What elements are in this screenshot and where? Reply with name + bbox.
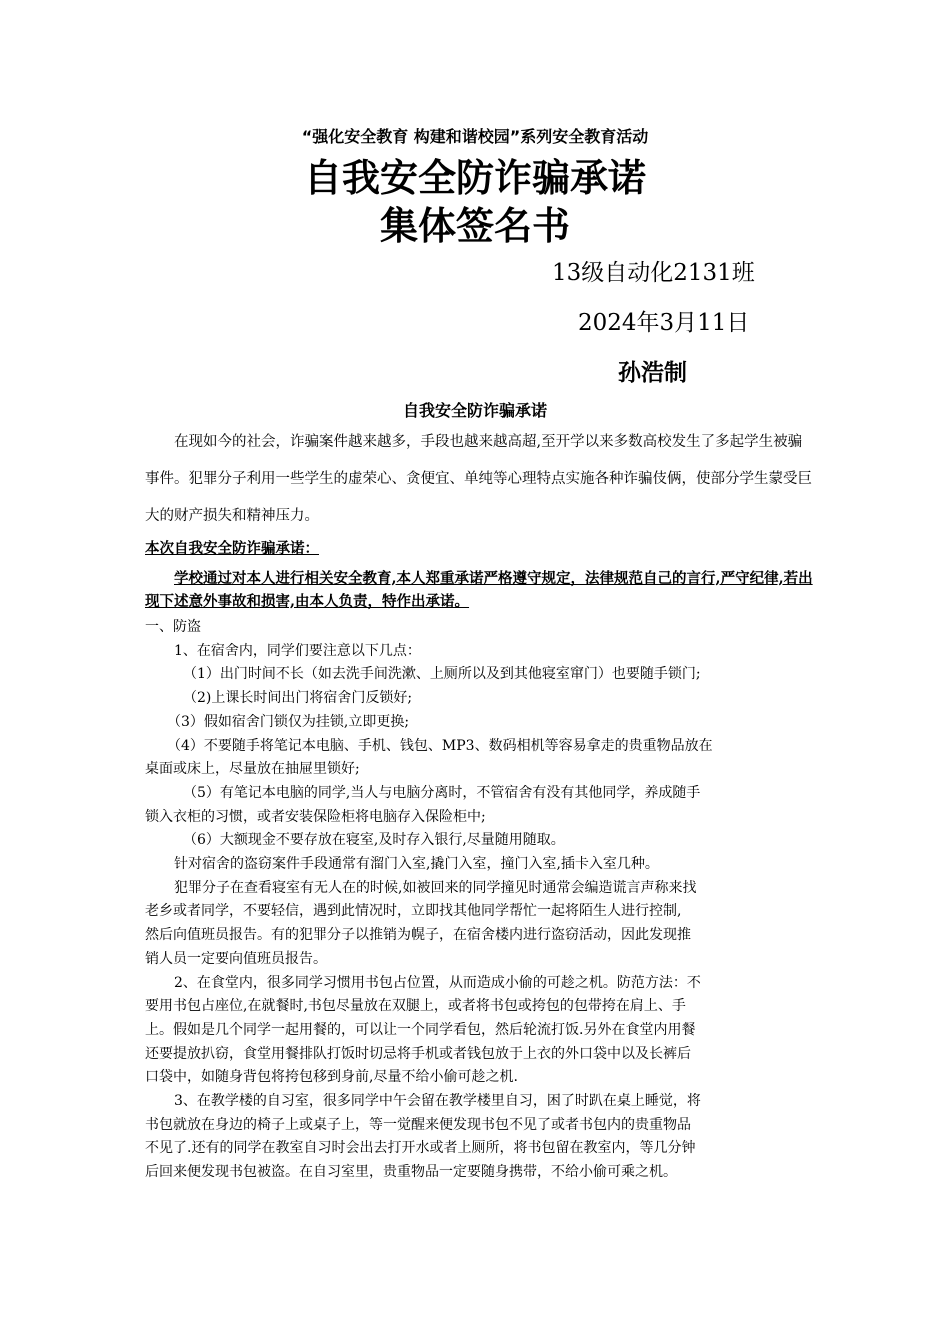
body-line: （5）有笔记本电脑的同学,当人与电脑分离时，不管宿舍有没有其他同学，养成随手 (183, 784, 701, 801)
main-title: 自我安全防诈骗承诺 (303, 156, 646, 200)
body-line: 书包就放在身边的椅子上或桌子上，等一觉醒来便发现书包不见了或者书包内的贵重物品 (145, 1116, 691, 1133)
document-date: 2024年3月11日 (578, 310, 750, 336)
body-line: 1、在宿舍内，同学们要注意以下几点： (174, 642, 421, 659)
body-line: 一、防盗 (145, 619, 201, 635)
body-text (145, 616, 817, 1185)
body-line: 要用书包占座位,在就餐时,书包尽量放在双腿上，或者将书包或挎包的包带挎在肩上、手 (145, 998, 686, 1015)
body-line: 桌面或床上，尽量放在抽屉里锁好; (145, 761, 360, 778)
pledge-text: 学校通过对本人进行相关安全教育,本人郑重承诺严格遵守规定，法律规范自己的言行,严守纪律,若出现下述意外事故和损害,由本人负责，特作出承诺。 (145, 570, 813, 610)
body-line: （4）不要随手将笔记本电脑、手机、钱包、MP3、数码相机等容易拿走的贵重物品放在 (167, 737, 713, 754)
body-line: （3）假如宿舍门锁仅为挂锁,立即更换; (167, 713, 410, 730)
body-line: 针对宿舍的盗窃案件手段通常有溜门入室,撬门入室，撞门入室,插卡入室几种。 (174, 856, 659, 873)
section-title: 自我安全防诈骗承诺 (402, 401, 547, 420)
body-line: 2、在食堂内，很多同学习惯用书包占位置，从而造成小偷的可趁之机。防范方法：不 (174, 974, 701, 991)
body-line: 后回来便发现书包被盗。在自习室里，贵重物品一定要随身携带，不给小偷可乘之机。 (145, 1164, 677, 1181)
campaign-title: “强化安全教育 构建和谐校园”系列安全教育活动 (301, 127, 649, 146)
class-name: 13级自动化2131班 (552, 260, 755, 286)
body-line: 3、在教学楼的自习室，很多同学中午会留在教学楼里自习，困了时趴在桌上睡觉，将 (174, 1093, 701, 1110)
body-line: 不见了.还有的同学在教室自习时会出去打开水或者上厕所，将书包留在教室内，等几分钟 (145, 1140, 696, 1157)
body-line: （1）出门时间不长（如去洗手间洗漱、上厕所以及到其他寝室窜门）也要随手锁门; (183, 666, 701, 683)
body-line: 口袋中，如随身背包将挎包移到身前,尽量不给小偷可趁之机. (145, 1069, 518, 1086)
body-line: （6）大额现金不要存放在寝室,及时存入银行,尽量随用随取。 (183, 832, 565, 849)
body-line: 上。假如是几个同学一起用餐的，可以让一个同学看包，然后轮流打饭.另外在食堂内用餐 (145, 1021, 696, 1038)
pledge-heading: 本次自我安全防诈骗承诺： (145, 540, 319, 557)
document-maker: 孙浩制 (618, 360, 687, 386)
body-line: 锁入衣柜的习惯，或者安装保险柜将电脑存入保险柜中; (145, 808, 486, 825)
body-line: 还要提放扒窃，食堂用餐排队打饭时切忌将手机或者钱包放于上衣的外口袋中以及长裤后 (145, 1045, 691, 1062)
body-line: 犯罪分子在查看寝室有无人在的时候,如被回来的同学撞见时通常会编造谎言声称来找 (174, 879, 697, 896)
body-line: 销人员一定要向值班员报告。 (145, 950, 327, 967)
body-line: 然后向值班员报告。有的犯罪分子以推销为幌子，在宿舍楼内进行盗窃活动，因此发现推 (145, 927, 691, 944)
intro-paragraph: 在现如今的社会，诈骗案件越来越多，手段也越来越高超,至开学以来多数高校发生了多起学生被骗事件。犯罪分子利用一些学生的虚荣心、贪便宜、单纯等心理特点实施各种诈骗伎俩，使部分学生蒙受巨大的财产损失和精神压力。 (145, 434, 812, 524)
body-line: 老乡或者同学，不要轻信，遇到此情况时，立即找其他同学帮忙一起将陌生人进行控制, (145, 903, 682, 920)
body-line: （2)上课长时间出门将宿舍门反锁好; (183, 690, 413, 707)
main-subtitle: 集体签名书 (379, 204, 570, 248)
